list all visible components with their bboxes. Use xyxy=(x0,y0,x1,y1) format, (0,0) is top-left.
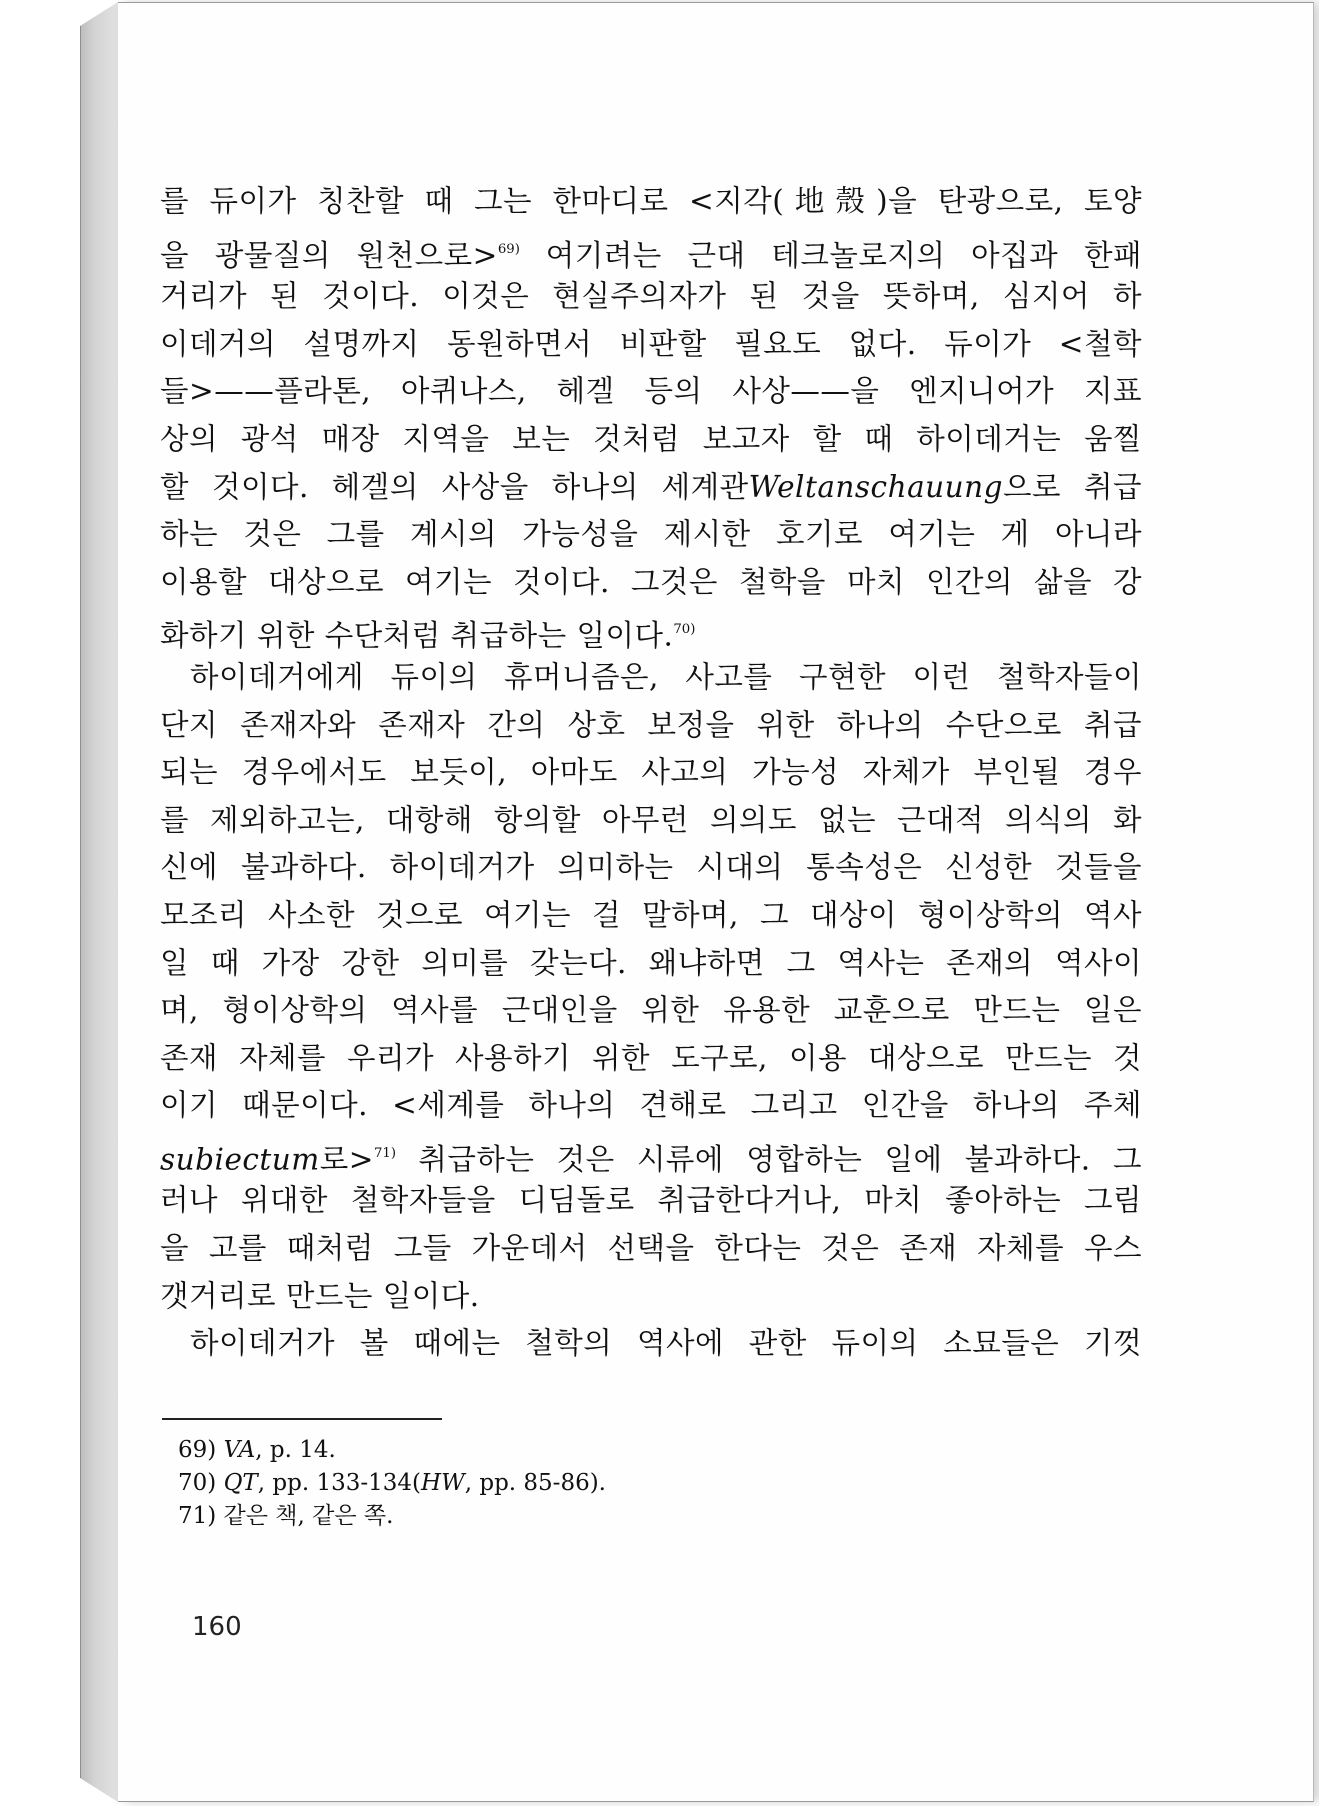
text-line xyxy=(160,511,1142,559)
footnote-ref: 69) xyxy=(497,241,520,257)
footnote-ref: 71) xyxy=(373,1145,397,1161)
text-run: 모조리 사소한 것으로 여기는 걸 말하며, 그 대상이 형이상학의 역사 xyxy=(160,897,1142,932)
footnotes xyxy=(178,1434,606,1533)
text-line xyxy=(160,1035,1142,1083)
text-line xyxy=(160,987,1142,1035)
text-run: 들>——플라톤, 아퀴나스, 헤겔 등의 사상——을 엔지니어가 지표 xyxy=(160,374,1142,409)
text-run: 으로 취급 xyxy=(1003,469,1142,504)
body-text xyxy=(160,178,1142,1368)
text-run: 거리가 된 것이다. 이것은 현실주의자가 된 것을 뜻하며, 심지어 하 xyxy=(160,279,1142,314)
text-line xyxy=(160,321,1142,369)
text-line xyxy=(160,178,1142,226)
text-run: 러나 위대한 철학자들을 디딤돌로 취급한다거나, 마치 좋아하는 그림 xyxy=(160,1183,1142,1218)
text-line xyxy=(160,892,1142,940)
text-run: 일 때 가장 강한 의미를 갖는다. 왜냐하면 그 역사는 존재의 역사이 xyxy=(160,945,1142,980)
text-run: , p. 14. xyxy=(255,1437,336,1463)
italic-term: VA xyxy=(223,1437,256,1463)
text-line xyxy=(160,654,1142,702)
text-run: 을 광물질의 원천으로> xyxy=(160,238,498,273)
text-run: 를 듀이가 칭찬할 때 그는 한마디로 <지각(地殼)을 탄광으로, 토양 xyxy=(160,184,1142,218)
text-line xyxy=(160,1225,1142,1273)
text-line xyxy=(160,226,1142,274)
text-line xyxy=(160,797,1142,845)
text-line xyxy=(160,1320,1142,1368)
footnote xyxy=(178,1467,606,1500)
italic-term: QT xyxy=(223,1470,258,1496)
italic-term: Weltanschauung xyxy=(748,469,1004,504)
text-run: , pp. 85-86). xyxy=(464,1470,606,1496)
spine-edge-line xyxy=(80,26,81,1778)
footnote xyxy=(178,1434,606,1467)
text-line xyxy=(160,1130,1142,1178)
text-run: 되는 경우에서도 보듯이, 아마도 사고의 가능성 자체가 부인될 경우 xyxy=(160,755,1142,790)
text-line xyxy=(160,416,1142,464)
text-run: 을 고를 때처럼 그들 가운데서 선택을 한다는 것은 존재 자체를 우스 xyxy=(160,1231,1142,1266)
text-run: 70) xyxy=(178,1470,224,1496)
text-line xyxy=(160,273,1142,321)
text-line xyxy=(160,702,1142,750)
footnote xyxy=(178,1500,606,1533)
text-run: 며, 형이상학의 역사를 근대인을 위한 유용한 교훈으로 만드는 일은 xyxy=(160,993,1142,1028)
text-run: 이기 때문이다. <세계를 하나의 견해로 그리고 인간을 하나의 주체 xyxy=(160,1088,1142,1123)
page-number: 160 xyxy=(192,1612,242,1642)
text-run: 할 것이다. 헤겔의 사상을 하나의 세계관 xyxy=(160,469,749,504)
text-run: 단지 존재자와 존재자 간의 상호 보정을 위한 하나의 수단으로 취급 xyxy=(160,707,1142,742)
text-run: 하이데거에게 듀이의 휴머니즘은, 사고를 구현한 이런 철학자들이 xyxy=(190,659,1142,694)
text-run: 69) xyxy=(178,1437,224,1463)
italic-term: subiectum xyxy=(160,1142,320,1177)
text-run: 이용할 대상으로 여기는 것이다. 그것은 철학을 마치 인간의 삶을 강 xyxy=(160,564,1142,599)
text-run: 갯거리로 만드는 일이다. xyxy=(160,1278,480,1313)
text-run: , pp. 133-134( xyxy=(257,1470,422,1496)
text-run: 여기려는 근대 테크놀로지의 아집과 한패 xyxy=(519,238,1142,273)
text-run: 화하기 위한 수단처럼 취급하는 일이다. xyxy=(160,618,674,653)
italic-term: HW xyxy=(421,1470,465,1496)
text-run: 신에 불과하다. 하이데거가 의미하는 시대의 통속성은 신성한 것들을 xyxy=(160,850,1142,885)
text-line xyxy=(160,940,1142,988)
text-run: 취급하는 것은 시류에 영합하는 일에 불과하다. 그 xyxy=(396,1142,1142,1177)
text-run: 를 제외하고는, 대항해 항의할 아무런 의의도 없는 근대적 의식의 화 xyxy=(160,802,1142,837)
text-run: 하는 것은 그를 계시의 가능성을 제시한 호기로 여기는 게 아니라 xyxy=(160,517,1142,552)
text-line xyxy=(160,1082,1142,1130)
text-run: 로> xyxy=(319,1142,374,1177)
text-run: 이데거의 설명까지 동원하면서 비판할 필요도 없다. 듀이가 <철학 xyxy=(160,326,1142,361)
text-run: 하이데거가 볼 때에는 철학의 역사에 관한 듀이의 소묘들은 기껏 xyxy=(190,1326,1142,1361)
text-line xyxy=(160,464,1142,512)
footnote-ref: 70) xyxy=(673,622,696,638)
text-run: 상의 광석 매장 지역을 보는 것처럼 보고자 할 때 하이데거는 움찔 xyxy=(160,421,1142,456)
text-line xyxy=(160,844,1142,892)
text-line xyxy=(160,749,1142,797)
footnote-rule xyxy=(162,1418,442,1420)
book-spine xyxy=(80,2,118,1802)
text-line xyxy=(160,606,1142,654)
text-run: 존재 자체를 우리가 사용하기 위한 도구로, 이용 대상으로 만드는 것 xyxy=(160,1040,1142,1075)
text-line xyxy=(160,1177,1142,1225)
text-run: 71) 같은 책, 같은 쪽. xyxy=(178,1503,394,1529)
text-line xyxy=(160,559,1142,607)
text-line xyxy=(160,1273,1142,1321)
text-line xyxy=(160,368,1142,416)
